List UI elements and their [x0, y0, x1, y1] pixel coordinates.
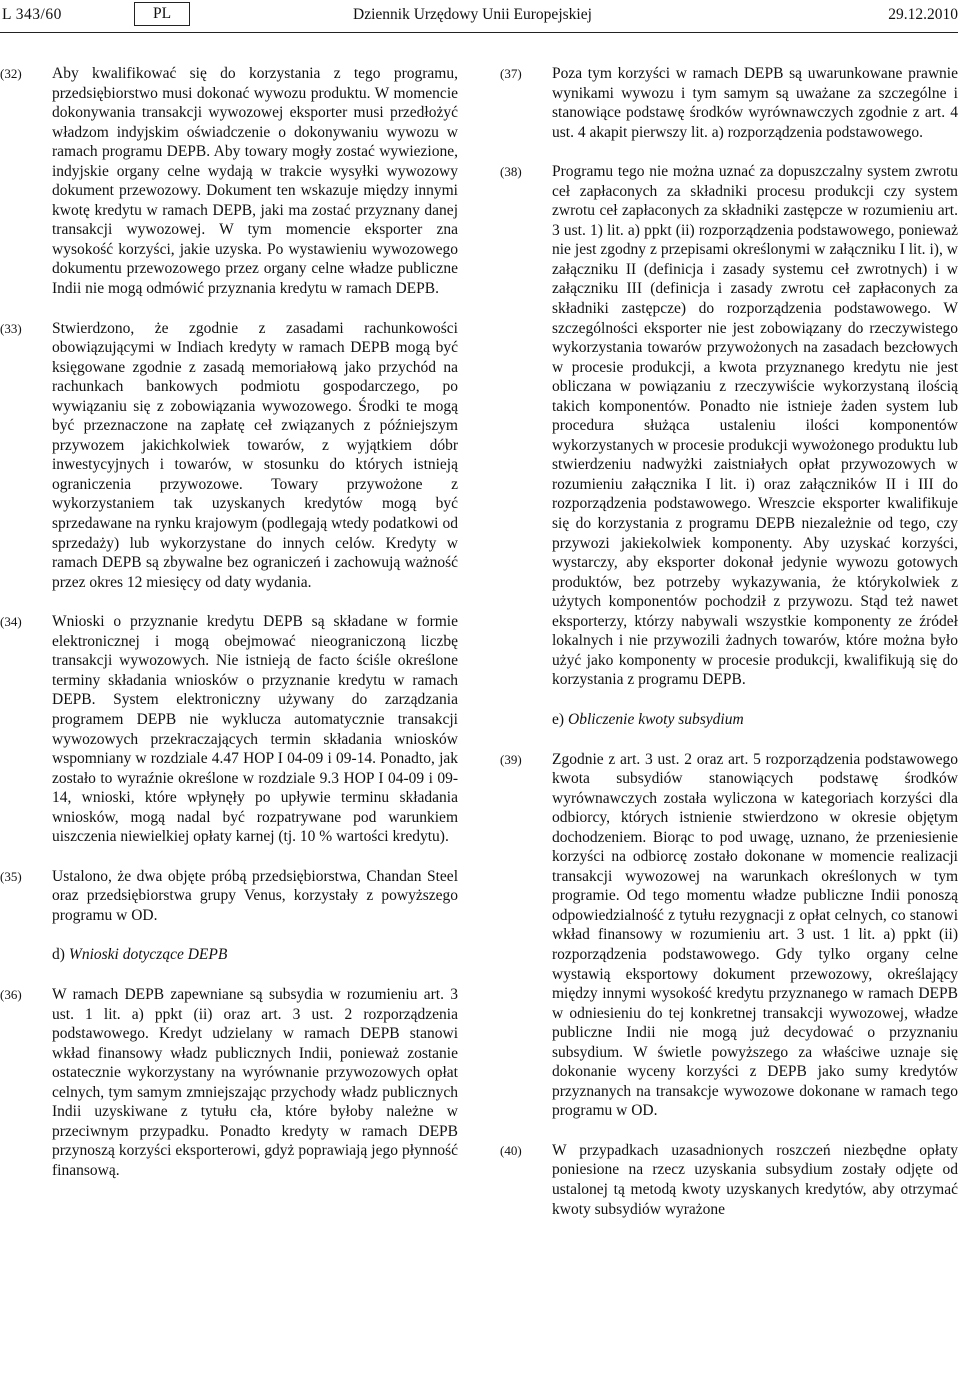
paragraph-number: (37) [500, 66, 522, 81]
journal-title: Dziennik Urzędowy Unii Europejskiej [353, 6, 592, 23]
paragraph-text: Stwierdzono, że zgodnie z zasadami rachunkowości obowiązującymi w Indiach kredyty w ramach DEPB mogą być księgowane zgodnie z zasadą memoriałową jako przychód na rachunkach bankowych podmiotu gospodarczego, po wywiązaniu się z zobowiązania wywozowego. Środki te mogą być przeznaczone na zapłatę ceł związanych z późniejszym przywozem jakichkolwiek towarów, z wyjątkiem dóbr inwestycyjnych i towarów, w stosunku do których istnieją ograniczenia przywozowe. Towary przywożone z wykorzystaniem tak uzyskanych kredytów mogą być sprzedawane na rynku krajowym (podlegają wtedy podatkowi od sprzedaży) lub wykorzystane do innych celów. Kredyty w ramach DEPB są zbywalne bez ograniczeń i zachowują ważność przez okres 12 miesięcy od daty wydania. [52, 319, 458, 591]
paragraph-text: Wnioski o przyznanie kredytu DEPB są składane w formie elektronicznej i mogą obejmować nieograniczoną liczbę transakcji wywozowych. Nie istnieją de facto ściśle określone terminy składania wniosków o przyznanie kredytu w ramach DEPB. System elektroniczny używany do zarządzania programem DEPB nie wyklucza automatycznie transakcji wywozowych przekraczających termin składania wniosków wspomniany w rozdziale 4.47 HOP I 04-09 i 09-14. Ponadto, jak zostało to wyraźnie określone w rozdziale 9.3 HOP I 04-09 i 09-14, wnioski, które wpłynęły po upływie terminu składania wniosków, mogą nadal być rozpatrywane pod warunkiem uiszczenia niewielkiej opłaty karnej (tj. 10 % wartości kredytu). [52, 613, 458, 846]
header-divider [0, 32, 958, 33]
section-title: Obliczenie kwoty subsydium [568, 710, 744, 728]
right-column [500, 64, 958, 1239]
numbered-paragraph [500, 750, 958, 1121]
left-column [0, 64, 458, 1200]
numbered-paragraph [500, 64, 958, 142]
publication-date: 29.12.2010 [888, 6, 958, 23]
section-letter: e) [552, 710, 565, 728]
paragraph-text: W ramach DEPB zapewniane są subsydia w rozumieniu art. 3 ust. 1 lit. a) ppkt (ii) oraz art. 3 ust. 2 rozporządzenia podstawowego. Kredyt udzielany w ramach DEPB stanowi wkład finansowy władz publicznych Indii, ponieważ zostanie ostatecznie wykorzystany na wyrównanie przywozowych opłat celnych, tym samym zmniejszając przychody władz publicznych Indii uzyskiwane z tytułu cła, które byłoby należne w przeciwnym przypadku. Ponadto kredyty w ramach DEPB przynoszą korzyści eksporterowi, gdyż poprawiają jego płynność finansową. [52, 985, 458, 1179]
numbered-paragraph [0, 612, 458, 847]
paragraph-text: Aby kwalifikować się do korzystania z tego programu, przedsiębiorstwo musi dokonać wywozu produktu. W momencie dokonywania transakcji wywozowej eksporter musi przedłożyć władzom indyjskim oświadczenie o dokonywaniu wywozu w ramach programu DEPB. Aby towary mogły zostać wywiezione, indyjskie organy celne wydają w trakcie wysyłki wywozowy dokument przewozowy. Dokument ten wskazuje między innymi kwotę kredytu w ramach DEPB, jaki ma zostać przyznany danej transakcji wywozowej. W tym momencie eksporter zna wysokość korzyści, jakie uzyska. Po wystawieniu wywozowego dokumentu przewozowego przez organy celne władze publiczne Indii nie mogą odmówić przyznania kredytu w ramach DEPB. [52, 65, 458, 298]
page-reference: L 343/60 [2, 6, 62, 23]
numbered-paragraph [500, 1141, 958, 1219]
page-header [0, 0, 960, 40]
paragraph-number: (38) [500, 164, 522, 180]
numbered-paragraph [0, 64, 458, 299]
section-letter: d) [52, 946, 65, 964]
paragraph-number: (34) [0, 614, 22, 630]
numbered-paragraph [0, 985, 458, 1180]
paragraph-number: (33) [0, 320, 22, 336]
paragraph-number: (32) [0, 66, 22, 81]
language-badge: PL [134, 2, 190, 26]
paragraph-text: W przypadkach uzasadnionych roszczeń niezbędne opłaty poniesione na rzecz uzyskania subsydium zostały odjęte od ustalonej tą metodą kwoty uzyskanych kredytów, aby otrzymać kwoty subsydiów wyrażone [552, 1141, 958, 1218]
paragraph-text: Ustalono, że dwa objęte próbą przedsiębiorstwa, Chandan Steel oraz przedsiębiorstwa grupy Venus, korzystały z powyższego programu w OD. [52, 867, 458, 924]
paragraph-number: (40) [500, 1142, 522, 1158]
numbered-paragraph [0, 319, 458, 593]
paragraph-text: Zgodnie z art. 3 ust. 2 oraz art. 5 rozporządzenia podstawowego kwota subsydiów stanowiących podstawę środków wyrównawczych została wyliczona w kategoriach korzyści dla odbiorcy, których istnienie stwierdzono w okresie objętym dochodzeniem. Biorąc to pod uwagę, uznano, że przeniesienie korzyści na odbiorcę zostało dokonane w momencie realizacji transakcji wywozowej na warunkach określonych w tym programie. Od tego momentu władze publiczne Indii ponoszą odpowiedzialność z tytułu rezygnacji z opłat celnych, co stanowi wkład finansowy w rozumieniu art. 3 ust. 1 lit. a) ppkt (ii) rozporządzenia podstawowego. Gdy tylko organy celne wystawią eksportowy dokument przewozowy, określający między innymi wysokość kredytu przyznanego w ramach DEPB w odniesieniu do tej konkretnej transakcji wywozowej, władze publiczne Indii nie mogą już decydować o przyznaniu subsydium. W świetle powyższego za właściwe uznaje się dokonanie wyceny korzyści z DEPB jako sumy kredytów przyznanych na transakcje wywozowe dokonane w ramach tego programu w OD. [552, 750, 958, 1120]
paragraph-number: (36) [0, 986, 22, 1002]
numbered-paragraph [500, 162, 958, 690]
section-title: Wnioski dotyczące DEPB [68, 946, 228, 964]
paragraph-number: (39) [500, 751, 522, 767]
paragraph-number: (35) [0, 868, 22, 884]
section-heading [500, 710, 958, 730]
section-heading [0, 945, 458, 965]
paragraph-text: Programu tego nie można uznać za dopuszczalny system zwrotu ceł zapłaconych za składniki procesu produkcji czy system zwrotu ceł zapłaconych za składniki zastępcze w rozumieniu art. 3 ust. 1) lit. a) ppkt (ii) rozporządzenia podstawowego, ponieważ nie jest zgodny z przepisami określonymi w załączniku I lit. i), w załączniku II (definicja i zasady systemu ceł zwrotnych) i w załączniku III (definicja i zasady zwrotu ceł zapłaconych za składniki zastępcze) do rozporządzenia podstawowego. W szczególności eksporter nie jest zobowiązany do rzeczywistego wykorzystania towarów przywożonych na zasadach bezcłowych w procesie produkcji, a kwota przyznanego kredytu nie jest obliczana w powiązaniu z rzeczywiście wykorzystaną ilością takich komponentów. Ponadto nie istnieje żaden system lub procedura służąca ustaleniu ilości komponentów wykorzystanych w procesie produkcji wywożonego produktu lub stwierdzeniu nadwyżki zaistniałych opłat przywozowych w rozumieniu załącznika I lit. i) oraz załączników II i III do rozporządzenia podstawowego. Wreszcie eksporter kwalifikuje się do korzystania z programu DEPB niezależnie od tego, czy przywozi jakiekolwiek komponenty. Aby uzyskać korzyści, wystarczy, aby eksporter dokonał jedynie wywozu gotowych produktów, bez potrzeby wykazywania, że którykolwiek z użytych komponentów pochodził z przywozu. Stąd też nawet eksporterzy, którzy nabywali wszystkie komponenty ze źródeł lokalnych i nie przywozili żadnych towarów, które można było użyć jako komponenty w procesie produkcji, kwalifikują się do korzystania z programu DEPB. [552, 163, 958, 689]
paragraph-text: Poza tym korzyści w ramach DEPB są uwarunkowane prawnie wynikami wywozu i tym samym są uważane za szczególne i stanowiące podstawę środków wyrównawczych zgodnie z art. 4 ust. 4 akapit pierwszy lit. a) rozporządzenia podstawowego. [552, 65, 958, 141]
numbered-paragraph [0, 867, 458, 926]
